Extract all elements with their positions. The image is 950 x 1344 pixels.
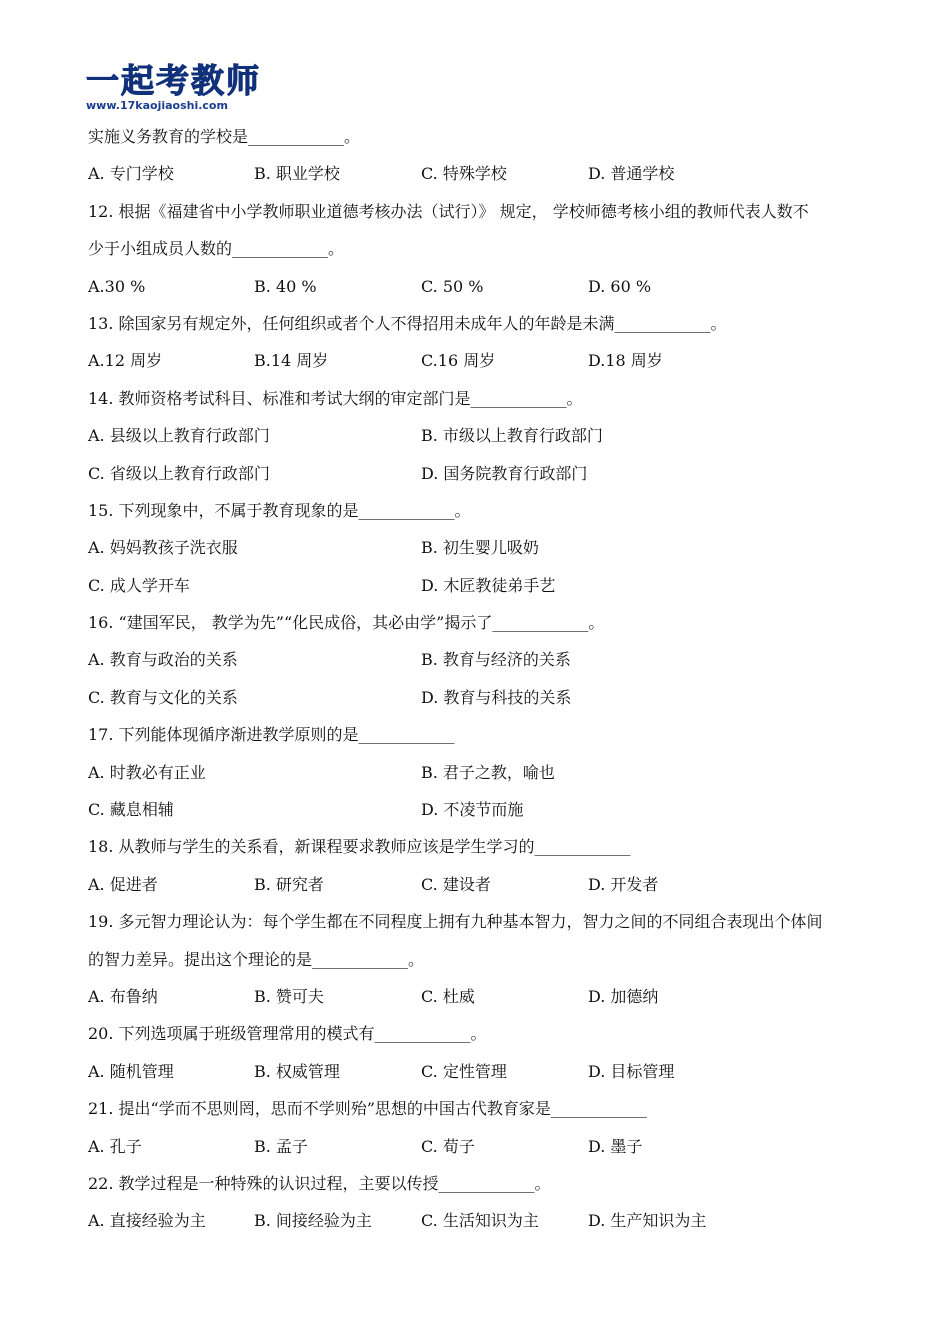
answer-option: C. 藏息相辅 <box>88 800 174 820</box>
question-text-line: 14. 教师资格考试科目、标准和考试大纲的审定部门是____________。 <box>88 388 583 408</box>
answer-option: C. 杜威 <box>421 986 475 1006</box>
answer-option: C.16 周岁 <box>421 351 496 371</box>
answer-options-row <box>88 791 863 828</box>
answer-options-row <box>88 1202 863 1239</box>
logo-url: www.17kaojiaoshi.com <box>86 99 228 112</box>
answer-option: D.18 周岁 <box>588 351 663 371</box>
answer-option: A. 促进者 <box>88 874 158 894</box>
answer-option: A. 随机管理 <box>88 1061 174 1081</box>
answer-options-row <box>88 268 863 305</box>
question-text-line: 18. 从教师与学生的关系看，新课程要求教师应该是学生学习的____________ <box>88 837 631 857</box>
answer-option: C. 荀子 <box>421 1136 475 1156</box>
answer-option: A. 时教必有正业 <box>88 762 206 782</box>
answer-options-row <box>88 417 863 454</box>
question-text-line: 16. “建国军民， 教学为先”“化民成俗，其必由学”揭示了____________。 <box>88 613 605 633</box>
answer-options-row <box>88 866 863 903</box>
answer-options-row <box>88 155 863 192</box>
answer-options-row <box>88 754 863 791</box>
answer-option: B. 职业学校 <box>254 164 340 184</box>
answer-option: B. 初生婴儿吸奶 <box>421 538 539 558</box>
answer-option: D. 墨子 <box>588 1136 643 1156</box>
question-text-line: 21. 提出“学而不思则罔，思而不学则殆”思想的中国古代教育家是____________ <box>88 1099 647 1119</box>
answer-option: D. 国务院教育行政部门 <box>421 463 588 483</box>
question-text-line: 15. 下列现象中，不属于教育现象的是____________。 <box>88 500 471 520</box>
question-list <box>88 118 863 1240</box>
answer-option: D. 开发者 <box>588 874 659 894</box>
question-text-line: 19. 多元智力理论认为：每个学生都在不同程度上拥有九种基本智力，智力之间的不同组合表现出个体间 <box>88 912 823 932</box>
answer-option: D. 60 % <box>588 276 652 296</box>
answer-option: C. 成人学开车 <box>88 575 190 595</box>
answer-option: B. 赞可夫 <box>254 986 324 1006</box>
answer-option: D. 木匠教徒弟手艺 <box>421 575 556 595</box>
question-text-line: 的智力差异。提出这个理论的是____________。 <box>88 949 425 969</box>
answer-option: B. 间接经验为主 <box>254 1211 372 1231</box>
answer-option: C. 50 % <box>421 276 484 296</box>
answer-option: D. 加德纳 <box>588 986 659 1006</box>
answer-option: A. 布鲁纳 <box>88 986 158 1006</box>
answer-options-row <box>88 679 863 716</box>
answer-option: D. 目标管理 <box>588 1061 675 1081</box>
answer-options-row <box>88 567 863 604</box>
logo-title: 一起考教师 <box>86 61 261 100</box>
answer-option: B. 市级以上教育行政部门 <box>421 426 603 446</box>
answer-option: C. 生活知识为主 <box>421 1211 539 1231</box>
answer-option: B.14 周岁 <box>254 351 329 371</box>
answer-options-row <box>88 342 863 379</box>
question-text-line: 实施义务教育的学校是____________。 <box>88 127 361 146</box>
answer-option: C. 教育与文化的关系 <box>88 687 238 707</box>
answer-options-row <box>88 455 863 492</box>
answer-option: D. 教育与科技的关系 <box>421 687 572 707</box>
answer-option: A. 直接经验为主 <box>88 1211 206 1231</box>
question-text-line: 17. 下列能体现循序渐进教学原则的是____________ <box>88 725 455 745</box>
answer-options-row <box>88 978 863 1015</box>
answer-option: B. 40 % <box>254 276 317 296</box>
answer-option: D. 不凌节而施 <box>421 800 524 820</box>
answer-option: D. 普通学校 <box>588 164 675 184</box>
question-text-line: 12. 根据《福建省中小学教师职业道德考核办法（试行）》 规定， 学校师德考核小组的教师代表人数不 <box>88 201 809 221</box>
question-text-line: 20. 下列选项属于班级管理常用的模式有____________。 <box>88 1024 487 1044</box>
answer-option: B. 研究者 <box>254 874 324 894</box>
answer-option: C. 建设者 <box>421 874 491 894</box>
answer-option: B. 孟子 <box>254 1136 308 1156</box>
answer-option: A.30 % <box>88 276 146 296</box>
site-logo <box>86 61 261 114</box>
question-text-line: 少于小组成员人数的____________。 <box>88 239 345 259</box>
answer-option: A. 县级以上教育行政部门 <box>88 426 270 446</box>
answer-options-row <box>88 1128 863 1165</box>
answer-option: A.12 周岁 <box>88 351 163 371</box>
answer-option: C. 省级以上教育行政部门 <box>88 463 270 483</box>
answer-option: C. 特殊学校 <box>421 164 507 184</box>
answer-option: B. 教育与经济的关系 <box>421 650 571 670</box>
answer-option: B. 君子之教，喻也 <box>421 762 555 782</box>
answer-options-row <box>88 641 863 678</box>
answer-option: A. 教育与政治的关系 <box>88 650 238 670</box>
answer-option: B. 权威管理 <box>254 1061 340 1081</box>
answer-options-row <box>88 1053 863 1090</box>
question-text-line: 22. 教学过程是一种特殊的认识过程，主要以传授____________。 <box>88 1173 551 1193</box>
answer-option: A. 妈妈教孩子洗衣服 <box>88 538 238 558</box>
answer-option: A. 专门学校 <box>88 164 174 184</box>
question-text-line: 13. 除国家另有规定外，任何组织或者个人不得招用未成年人的年龄是未满____________。 <box>88 313 727 333</box>
answer-options-row <box>88 529 863 566</box>
answer-option: D. 生产知识为主 <box>588 1211 707 1231</box>
answer-option: A. 孔子 <box>88 1136 142 1156</box>
answer-option: C. 定性管理 <box>421 1061 507 1081</box>
